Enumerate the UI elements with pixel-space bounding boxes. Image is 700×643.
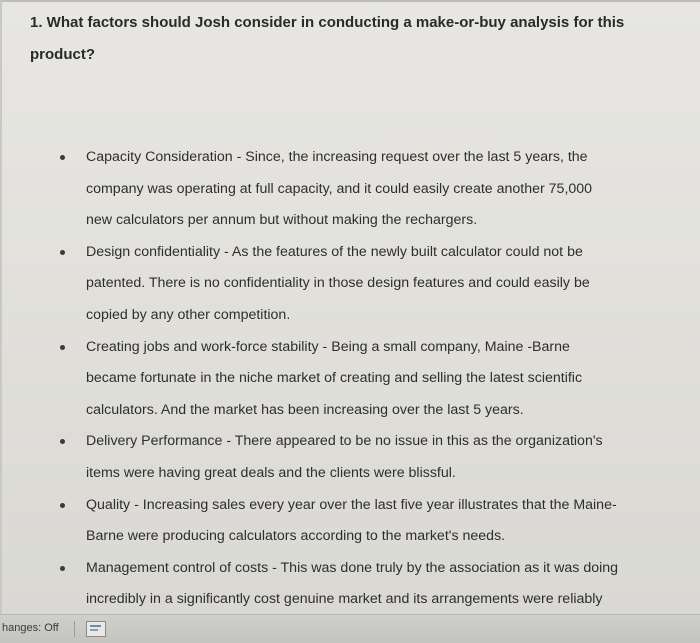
- bullet-dot-icon: [60, 345, 65, 350]
- bullet-dot-icon: [60, 439, 65, 444]
- bullet-line: copied by any other competition.: [86, 306, 291, 323]
- bullet-line: Creating jobs and work-force stability - Being a small company, Maine -Barne: [86, 338, 570, 355]
- bullet-design-confidentiality: [56, 237, 636, 332]
- bullet-dot-icon: [60, 250, 65, 255]
- bullet-line: calculators. And the market has been increasing over the last 5 years.: [86, 401, 524, 418]
- bullet-jobs-stability: [56, 332, 636, 427]
- status-bar: [0, 614, 700, 643]
- bullet-line: new calculators per annum but without making the rechargers.: [86, 212, 478, 229]
- bullet-capacity: [56, 142, 636, 237]
- bullet-quality: [56, 490, 636, 553]
- question-line-1: 1. What factors should Josh consider in conducting a make-or-buy analysis for this: [30, 14, 625, 31]
- bullet-line: Design confidentiality - As the features of the newly built calculator could not be: [86, 243, 583, 260]
- bullet-line: patented. There is no confidentiality in those design features and could easily be: [86, 275, 590, 292]
- bullet-dot-icon: [60, 503, 65, 508]
- bullet-line: Capacity Consideration - Since, the increasing request over the last 5 years, the: [86, 149, 588, 165]
- bullet-line: Delivery Performance - There appeared to be no issue in this as the organization's: [86, 433, 603, 450]
- bullet-dot-icon: [60, 155, 65, 160]
- bullet-line: Quality - Increasing sales every year over the last five year illustrates that the Maine-: [86, 496, 617, 513]
- left-edge: [0, 0, 2, 620]
- bullet-delivery-performance: [56, 426, 636, 489]
- top-border: [0, 0, 700, 2]
- bullet-line: Barne were producing calculators according to the market's needs.: [86, 528, 506, 545]
- bullet-management-control: [56, 553, 636, 616]
- bullet-line: Management control of costs - This was done truly by the association as it was doing: [86, 559, 619, 576]
- question-heading: [30, 10, 670, 68]
- bullet-line: became fortunate in the niche market of creating and selling the latest scientific: [86, 370, 583, 387]
- answer-bullet-list: [56, 142, 636, 616]
- bullet-line: incredibly in a significantly cost genuine market and its arrangements were reliably: [86, 591, 603, 608]
- status-separator: [74, 621, 75, 637]
- track-changes-status[interactable]: hanges: Off: [2, 622, 59, 634]
- bullet-dot-icon: [60, 566, 65, 571]
- bullet-line: items were having great deals and the clients were blissful.: [86, 464, 456, 481]
- view-mode-icon[interactable]: [86, 621, 106, 637]
- question-line-2: product?: [30, 46, 95, 63]
- bullet-line: company was operating at full capacity, and it could easily create another 75,000: [86, 180, 593, 197]
